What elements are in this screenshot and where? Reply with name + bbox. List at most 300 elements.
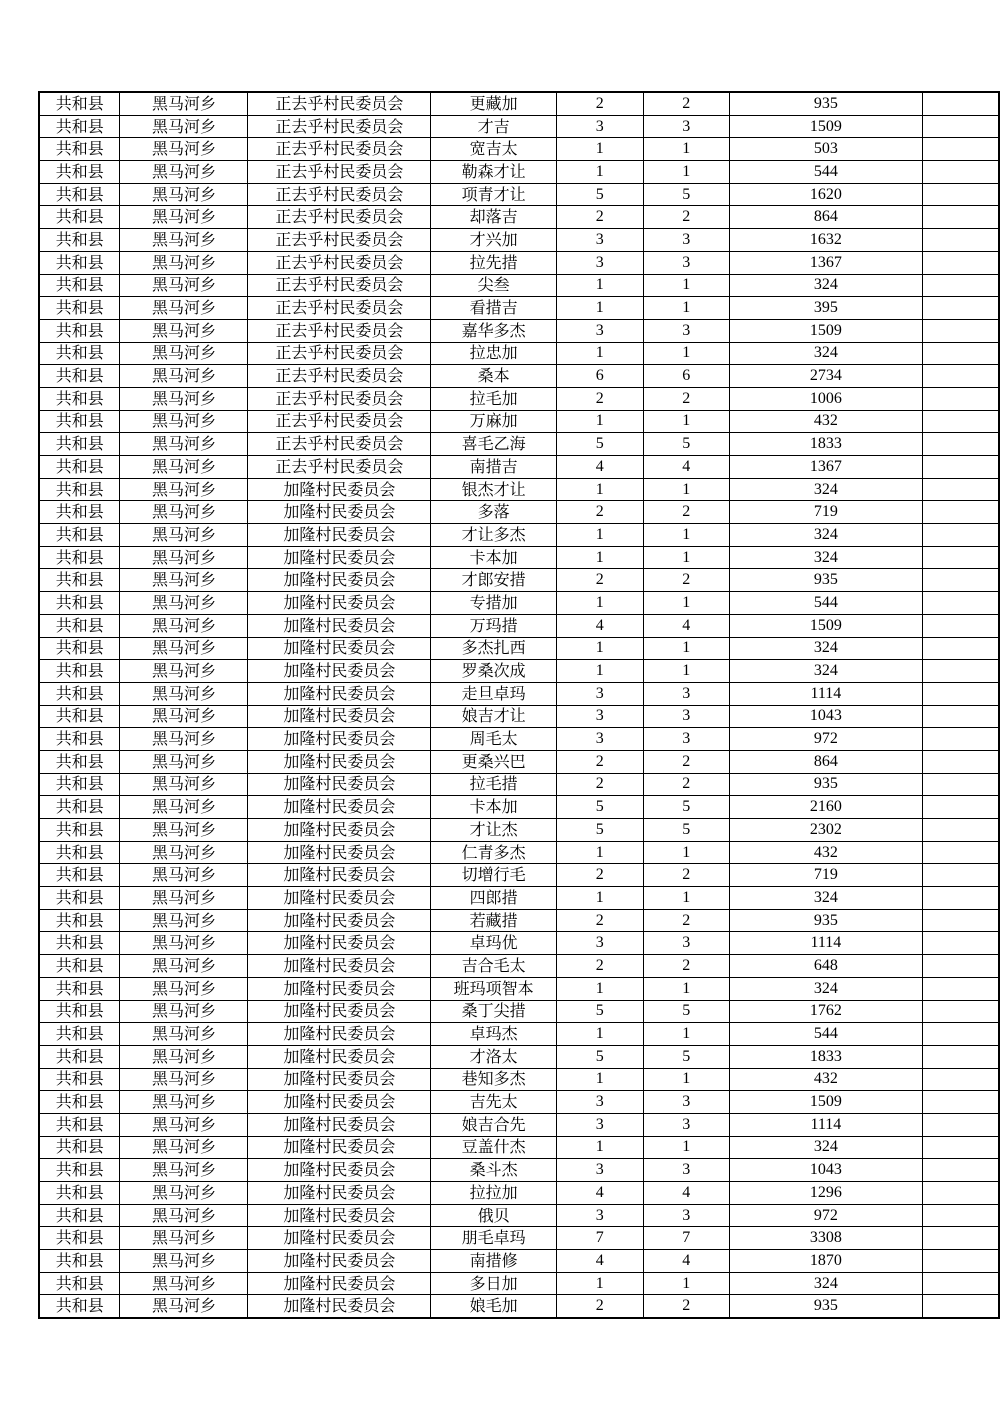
township-cell: 黑马河乡 [120, 705, 248, 728]
amount-cell: 324 [730, 660, 923, 683]
remarks-cell [922, 1068, 999, 1091]
name-cell: 多杰扎西 [431, 637, 557, 660]
remarks-cell [922, 410, 999, 433]
county-cell: 共和县 [39, 932, 120, 955]
village-committee-cell: 正去乎村民委员会 [248, 319, 431, 342]
village-committee-cell: 加隆村民委员会 [248, 977, 431, 1000]
amount-cell: 719 [730, 501, 923, 524]
county-cell: 共和县 [39, 410, 120, 433]
remarks-cell [922, 524, 999, 547]
household-size-cell: 3 [556, 1113, 643, 1136]
township-cell: 黑马河乡 [120, 410, 248, 433]
household-size-cell: 1 [556, 1272, 643, 1295]
county-cell: 共和县 [39, 456, 120, 479]
remarks-cell [922, 614, 999, 637]
remarks-cell [922, 750, 999, 773]
household-size-cell: 2 [556, 955, 643, 978]
household-size-cell: 3 [556, 705, 643, 728]
village-committee-cell: 加隆村民委员会 [248, 524, 431, 547]
remarks-cell [922, 977, 999, 1000]
household-size-cell: 4 [556, 1250, 643, 1273]
village-committee-cell: 正去乎村民委员会 [248, 161, 431, 184]
persons-cell: 1 [643, 1136, 730, 1159]
remarks-cell [922, 1113, 999, 1136]
household-size-cell: 5 [556, 1000, 643, 1023]
household-size-cell: 4 [556, 614, 643, 637]
persons-cell: 1 [643, 977, 730, 1000]
persons-cell: 1 [643, 841, 730, 864]
township-cell: 黑马河乡 [120, 569, 248, 592]
persons-cell: 4 [643, 614, 730, 637]
name-cell: 仁青多杰 [431, 841, 557, 864]
household-size-cell: 1 [556, 637, 643, 660]
table-row [39, 705, 999, 728]
township-cell: 黑马河乡 [120, 501, 248, 524]
persons-cell: 5 [643, 1045, 730, 1068]
township-cell: 黑马河乡 [120, 387, 248, 410]
remarks-cell [922, 274, 999, 297]
county-cell: 共和县 [39, 342, 120, 365]
name-cell: 娘吉才让 [431, 705, 557, 728]
amount-cell: 2734 [730, 365, 923, 388]
county-cell: 共和县 [39, 297, 120, 320]
table-row [39, 864, 999, 887]
village-committee-cell: 加隆村民委员会 [248, 841, 431, 864]
county-cell: 共和县 [39, 750, 120, 773]
persons-cell: 3 [643, 682, 730, 705]
township-cell: 黑马河乡 [120, 1182, 248, 1205]
table-row [39, 92, 999, 115]
household-size-cell: 3 [556, 1159, 643, 1182]
table-row [39, 410, 999, 433]
county-cell: 共和县 [39, 796, 120, 819]
table-row [39, 501, 999, 524]
county-cell: 共和县 [39, 909, 120, 932]
table-row [39, 251, 999, 274]
remarks-cell [922, 1182, 999, 1205]
county-cell: 共和县 [39, 637, 120, 660]
table-row [39, 1068, 999, 1091]
county-cell: 共和县 [39, 1182, 120, 1205]
household-size-cell: 5 [556, 819, 643, 842]
remarks-cell [922, 955, 999, 978]
remarks-cell [922, 365, 999, 388]
remarks-cell [922, 864, 999, 887]
household-size-cell: 1 [556, 1023, 643, 1046]
remarks-cell [922, 660, 999, 683]
table-row [39, 115, 999, 138]
township-cell: 黑马河乡 [120, 955, 248, 978]
township-cell: 黑马河乡 [120, 796, 248, 819]
household-size-cell: 3 [556, 728, 643, 751]
table-row [39, 546, 999, 569]
township-cell: 黑马河乡 [120, 932, 248, 955]
county-cell: 共和县 [39, 819, 120, 842]
name-cell: 拉先措 [431, 251, 557, 274]
village-committee-cell: 加隆村民委员会 [248, 1068, 431, 1091]
persons-cell: 5 [643, 796, 730, 819]
township-cell: 黑马河乡 [120, 297, 248, 320]
remarks-cell [922, 1227, 999, 1250]
persons-cell: 2 [643, 909, 730, 932]
township-cell: 黑马河乡 [120, 864, 248, 887]
household-size-cell: 2 [556, 569, 643, 592]
name-cell: 才兴加 [431, 229, 557, 252]
remarks-cell [922, 1159, 999, 1182]
persons-cell: 6 [643, 365, 730, 388]
township-cell: 黑马河乡 [120, 274, 248, 297]
township-cell: 黑马河乡 [120, 1295, 248, 1318]
name-cell: 才让杰 [431, 819, 557, 842]
table-row [39, 1159, 999, 1182]
county-cell: 共和县 [39, 1204, 120, 1227]
name-cell: 班玛项智本 [431, 977, 557, 1000]
amount-cell: 324 [730, 274, 923, 297]
table-row [39, 887, 999, 910]
table-row [39, 365, 999, 388]
township-cell: 黑马河乡 [120, 1091, 248, 1114]
persons-cell: 4 [643, 1182, 730, 1205]
persons-cell: 1 [643, 410, 730, 433]
remarks-cell [922, 773, 999, 796]
amount-cell: 432 [730, 841, 923, 864]
table-row [39, 728, 999, 751]
county-cell: 共和县 [39, 1159, 120, 1182]
remarks-cell [922, 1091, 999, 1114]
village-committee-cell: 正去乎村民委员会 [248, 183, 431, 206]
remarks-cell [922, 1272, 999, 1295]
county-cell: 共和县 [39, 977, 120, 1000]
remarks-cell [922, 183, 999, 206]
county-cell: 共和县 [39, 728, 120, 751]
persons-cell: 2 [643, 750, 730, 773]
remarks-cell [922, 319, 999, 342]
name-cell: 桑本 [431, 365, 557, 388]
amount-cell: 1870 [730, 1250, 923, 1273]
county-cell: 共和县 [39, 660, 120, 683]
amount-cell: 395 [730, 297, 923, 320]
village-committee-cell: 加隆村民委员会 [248, 819, 431, 842]
persons-cell: 5 [643, 1000, 730, 1023]
remarks-cell [922, 1000, 999, 1023]
amount-cell: 324 [730, 546, 923, 569]
village-committee-cell: 加隆村民委员会 [248, 909, 431, 932]
household-size-cell: 1 [556, 274, 643, 297]
persons-cell: 2 [643, 501, 730, 524]
remarks-cell [922, 1136, 999, 1159]
name-cell: 勒森才让 [431, 161, 557, 184]
persons-cell: 2 [643, 206, 730, 229]
village-committee-cell: 加隆村民委员会 [248, 1045, 431, 1068]
remarks-cell [922, 1250, 999, 1273]
name-cell: 娘毛加 [431, 1295, 557, 1318]
county-cell: 共和县 [39, 705, 120, 728]
amount-cell: 972 [730, 728, 923, 751]
county-cell: 共和县 [39, 841, 120, 864]
persons-cell: 4 [643, 456, 730, 479]
county-cell: 共和县 [39, 1023, 120, 1046]
household-size-cell: 5 [556, 433, 643, 456]
amount-cell: 1367 [730, 251, 923, 274]
remarks-cell [922, 206, 999, 229]
persons-cell: 1 [643, 524, 730, 547]
name-cell: 项青才让 [431, 183, 557, 206]
name-cell: 拉拉加 [431, 1182, 557, 1205]
amount-cell: 1509 [730, 1091, 923, 1114]
household-size-cell: 2 [556, 773, 643, 796]
county-cell: 共和县 [39, 614, 120, 637]
table-row [39, 1182, 999, 1205]
amount-cell: 1762 [730, 1000, 923, 1023]
county-cell: 共和县 [39, 1000, 120, 1023]
persons-cell: 3 [643, 115, 730, 138]
household-size-cell: 4 [556, 1182, 643, 1205]
township-cell: 黑马河乡 [120, 660, 248, 683]
county-cell: 共和县 [39, 1272, 120, 1295]
amount-cell: 544 [730, 161, 923, 184]
county-cell: 共和县 [39, 183, 120, 206]
amount-cell: 324 [730, 977, 923, 1000]
remarks-cell [922, 705, 999, 728]
table-body [39, 92, 999, 1318]
persons-cell: 3 [643, 319, 730, 342]
township-cell: 黑马河乡 [120, 138, 248, 161]
remarks-cell [922, 841, 999, 864]
village-committee-cell: 正去乎村民委员会 [248, 115, 431, 138]
township-cell: 黑马河乡 [120, 1000, 248, 1023]
village-committee-cell: 加隆村民委员会 [248, 955, 431, 978]
remarks-cell [922, 819, 999, 842]
table-row [39, 682, 999, 705]
county-cell: 共和县 [39, 1113, 120, 1136]
persons-cell: 1 [643, 637, 730, 660]
name-cell: 多日加 [431, 1272, 557, 1295]
village-committee-cell: 加隆村民委员会 [248, 728, 431, 751]
household-size-cell: 2 [556, 501, 643, 524]
name-cell: 豆盖什杰 [431, 1136, 557, 1159]
remarks-cell [922, 478, 999, 501]
household-table [38, 91, 1000, 1319]
amount-cell: 2302 [730, 819, 923, 842]
village-committee-cell: 加隆村民委员会 [248, 569, 431, 592]
amount-cell: 935 [730, 1295, 923, 1318]
county-cell: 共和县 [39, 1136, 120, 1159]
village-committee-cell: 加隆村民委员会 [248, 478, 431, 501]
household-size-cell: 2 [556, 909, 643, 932]
name-cell: 才郎安措 [431, 569, 557, 592]
household-size-cell: 1 [556, 1068, 643, 1091]
household-size-cell: 6 [556, 365, 643, 388]
township-cell: 黑马河乡 [120, 977, 248, 1000]
name-cell: 桑丁尖措 [431, 1000, 557, 1023]
county-cell: 共和县 [39, 592, 120, 615]
remarks-cell [922, 637, 999, 660]
village-committee-cell: 加隆村民委员会 [248, 501, 431, 524]
county-cell: 共和县 [39, 92, 120, 115]
township-cell: 黑马河乡 [120, 92, 248, 115]
household-size-cell: 1 [556, 161, 643, 184]
village-committee-cell: 加隆村民委员会 [248, 1204, 431, 1227]
persons-cell: 3 [643, 1113, 730, 1136]
table-row [39, 841, 999, 864]
township-cell: 黑马河乡 [120, 750, 248, 773]
persons-cell: 1 [643, 546, 730, 569]
amount-cell: 1367 [730, 456, 923, 479]
table-row [39, 569, 999, 592]
table-row [39, 342, 999, 365]
township-cell: 黑马河乡 [120, 1272, 248, 1295]
township-cell: 黑马河乡 [120, 319, 248, 342]
table-row [39, 955, 999, 978]
township-cell: 黑马河乡 [120, 161, 248, 184]
name-cell: 拉忠加 [431, 342, 557, 365]
county-cell: 共和县 [39, 478, 120, 501]
county-cell: 共和县 [39, 546, 120, 569]
county-cell: 共和县 [39, 387, 120, 410]
county-cell: 共和县 [39, 1045, 120, 1068]
table-row [39, 433, 999, 456]
village-committee-cell: 正去乎村民委员会 [248, 387, 431, 410]
village-committee-cell: 加隆村民委员会 [248, 796, 431, 819]
county-cell: 共和县 [39, 1068, 120, 1091]
table-row [39, 1113, 999, 1136]
amount-cell: 648 [730, 955, 923, 978]
name-cell: 吉先太 [431, 1091, 557, 1114]
village-committee-cell: 加隆村民委员会 [248, 750, 431, 773]
name-cell: 尖叁 [431, 274, 557, 297]
persons-cell: 1 [643, 1068, 730, 1091]
township-cell: 黑马河乡 [120, 592, 248, 615]
household-size-cell: 2 [556, 750, 643, 773]
persons-cell: 2 [643, 864, 730, 887]
amount-cell: 935 [730, 569, 923, 592]
village-committee-cell: 正去乎村民委员会 [248, 92, 431, 115]
township-cell: 黑马河乡 [120, 887, 248, 910]
remarks-cell [922, 433, 999, 456]
township-cell: 黑马河乡 [120, 229, 248, 252]
table-row [39, 161, 999, 184]
table-row [39, 206, 999, 229]
household-size-cell: 5 [556, 183, 643, 206]
name-cell: 走旦卓玛 [431, 682, 557, 705]
township-cell: 黑马河乡 [120, 478, 248, 501]
village-committee-cell: 加隆村民委员会 [248, 1159, 431, 1182]
remarks-cell [922, 138, 999, 161]
amount-cell: 2160 [730, 796, 923, 819]
name-cell: 才洛太 [431, 1045, 557, 1068]
household-size-cell: 3 [556, 229, 643, 252]
persons-cell: 4 [643, 1250, 730, 1273]
name-cell: 宽吉太 [431, 138, 557, 161]
persons-cell: 3 [643, 1159, 730, 1182]
table-row [39, 1045, 999, 1068]
household-size-cell: 1 [556, 1136, 643, 1159]
table-row [39, 796, 999, 819]
table-row [39, 909, 999, 932]
name-cell: 南措修 [431, 1250, 557, 1273]
amount-cell: 324 [730, 637, 923, 660]
persons-cell: 1 [643, 592, 730, 615]
county-cell: 共和县 [39, 1227, 120, 1250]
amount-cell: 544 [730, 1023, 923, 1046]
persons-cell: 3 [643, 229, 730, 252]
township-cell: 黑马河乡 [120, 1113, 248, 1136]
persons-cell: 1 [643, 660, 730, 683]
remarks-cell [922, 1045, 999, 1068]
persons-cell: 3 [643, 1091, 730, 1114]
township-cell: 黑马河乡 [120, 819, 248, 842]
amount-cell: 935 [730, 773, 923, 796]
county-cell: 共和县 [39, 1091, 120, 1114]
persons-cell: 2 [643, 569, 730, 592]
name-cell: 万麻加 [431, 410, 557, 433]
amount-cell: 972 [730, 1204, 923, 1227]
township-cell: 黑马河乡 [120, 342, 248, 365]
remarks-cell [922, 682, 999, 705]
name-cell: 朋毛卓玛 [431, 1227, 557, 1250]
name-cell: 罗桑次成 [431, 660, 557, 683]
village-committee-cell: 正去乎村民委员会 [248, 274, 431, 297]
name-cell: 看措吉 [431, 297, 557, 320]
amount-cell: 864 [730, 750, 923, 773]
remarks-cell [922, 251, 999, 274]
table-row [39, 614, 999, 637]
village-committee-cell: 加隆村民委员会 [248, 592, 431, 615]
household-size-cell: 1 [556, 660, 643, 683]
village-committee-cell: 正去乎村民委员会 [248, 138, 431, 161]
amount-cell: 503 [730, 138, 923, 161]
name-cell: 若藏措 [431, 909, 557, 932]
name-cell: 才让多杰 [431, 524, 557, 547]
household-size-cell: 2 [556, 864, 643, 887]
persons-cell: 7 [643, 1227, 730, 1250]
name-cell: 拉毛措 [431, 773, 557, 796]
household-size-cell: 5 [556, 796, 643, 819]
township-cell: 黑马河乡 [120, 206, 248, 229]
persons-cell: 1 [643, 478, 730, 501]
township-cell: 黑马河乡 [120, 1136, 248, 1159]
county-cell: 共和县 [39, 319, 120, 342]
table-row [39, 1250, 999, 1273]
village-committee-cell: 正去乎村民委员会 [248, 251, 431, 274]
persons-cell: 2 [643, 387, 730, 410]
amount-cell: 935 [730, 909, 923, 932]
remarks-cell [922, 456, 999, 479]
village-committee-cell: 加隆村民委员会 [248, 932, 431, 955]
persons-cell: 1 [643, 887, 730, 910]
name-cell: 更藏加 [431, 92, 557, 115]
amount-cell: 1006 [730, 387, 923, 410]
household-size-cell: 1 [556, 524, 643, 547]
table-row [39, 637, 999, 660]
township-cell: 黑马河乡 [120, 1023, 248, 1046]
household-size-cell: 1 [556, 138, 643, 161]
table-row [39, 138, 999, 161]
amount-cell: 324 [730, 478, 923, 501]
persons-cell: 1 [643, 342, 730, 365]
township-cell: 黑马河乡 [120, 546, 248, 569]
village-committee-cell: 加隆村民委员会 [248, 546, 431, 569]
name-cell: 喜毛乙海 [431, 433, 557, 456]
persons-cell: 1 [643, 1272, 730, 1295]
table-row [39, 1227, 999, 1250]
amount-cell: 935 [730, 92, 923, 115]
remarks-cell [922, 569, 999, 592]
village-committee-cell: 正去乎村民委员会 [248, 456, 431, 479]
village-committee-cell: 加隆村民委员会 [248, 660, 431, 683]
persons-cell: 1 [643, 297, 730, 320]
amount-cell: 324 [730, 524, 923, 547]
